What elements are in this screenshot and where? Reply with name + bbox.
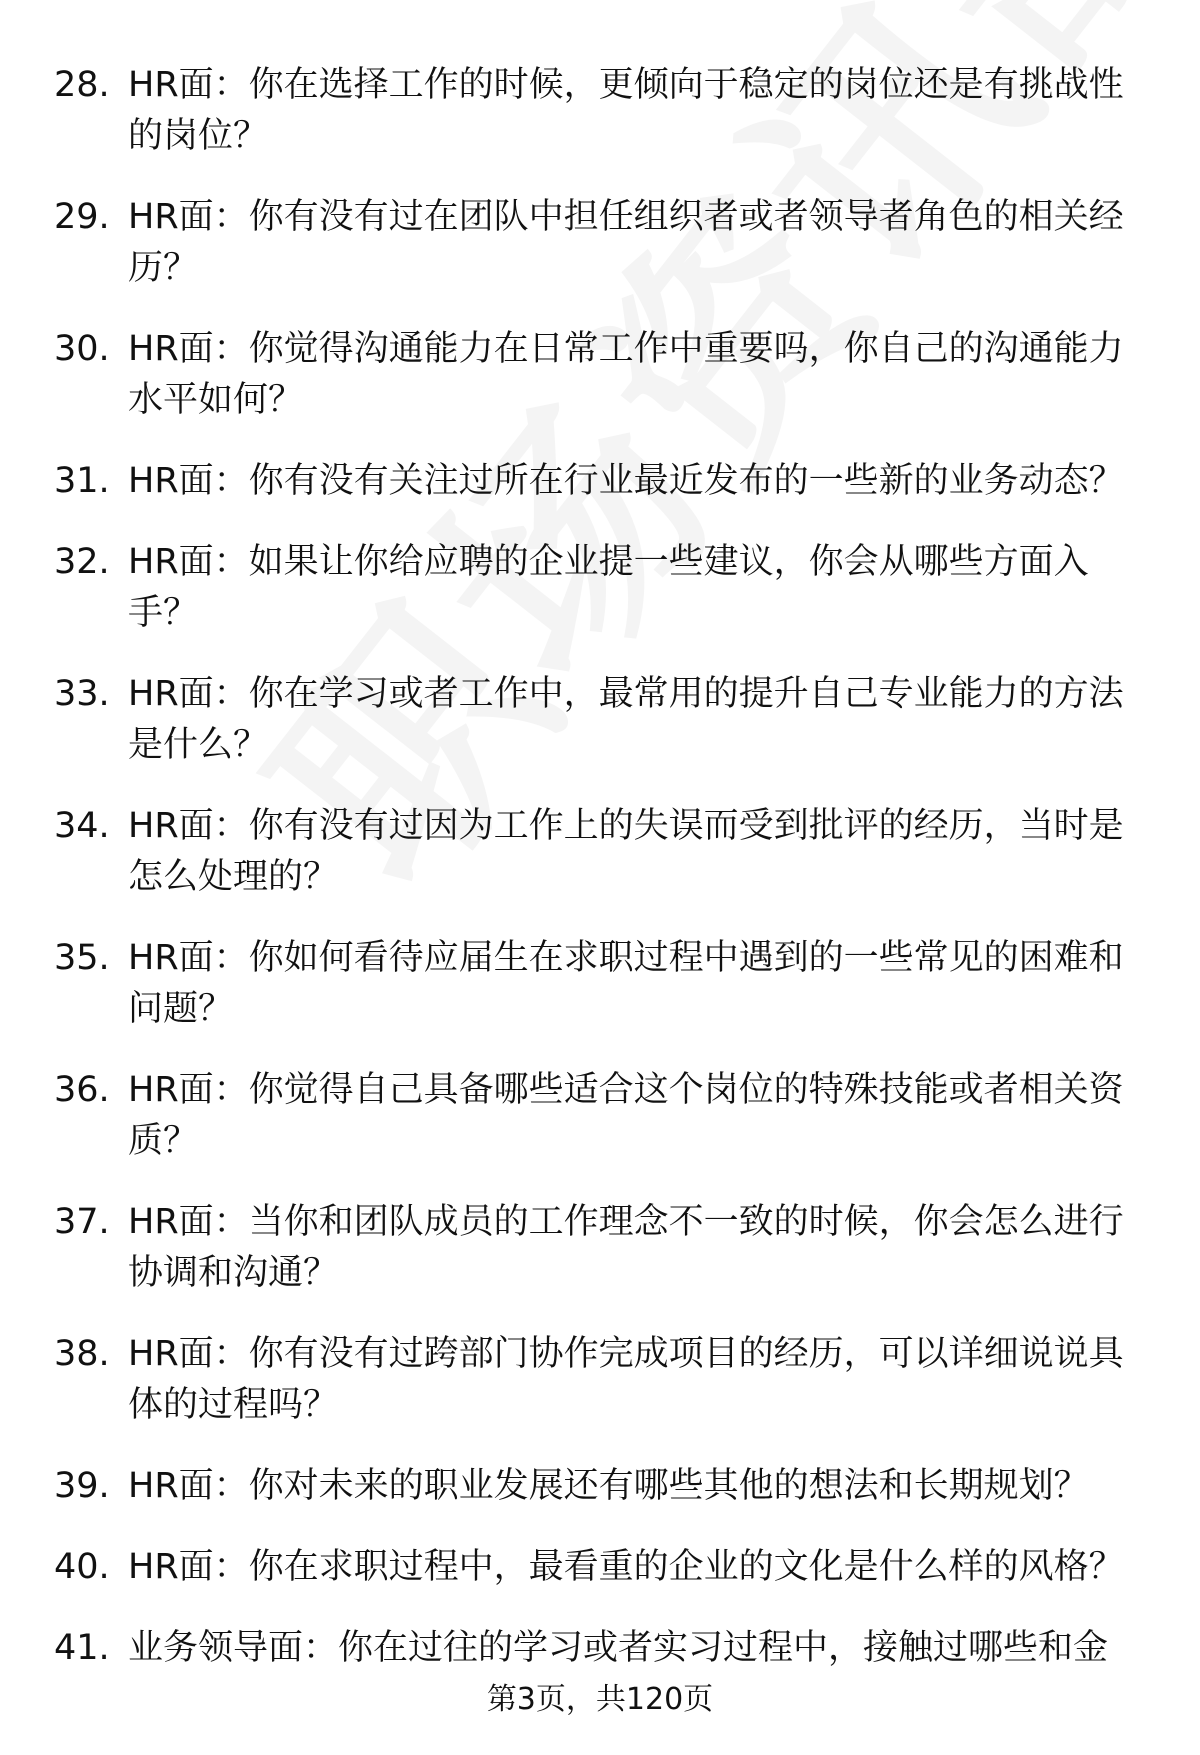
question-item-36 [54,1065,1154,1167]
question-item-28 [54,60,1154,162]
question-text: 业务领导面：你在过往的学习或者实习过程中，接触过哪些和金 [128,1628,1109,1668]
question-text: HR面：你在学习或者工作中，最常用的提升自己专业能力的方法是什么？ [128,674,1124,765]
question-number: 38. [54,1334,110,1374]
question-text: HR面：如果让你给应聘的企业提一些建议，你会从哪些方面入手？ [128,542,1089,633]
question-item-33 [54,669,1154,771]
question-number: 32. [54,542,110,582]
question-item-31 [54,456,1154,507]
question-number: 37. [54,1202,110,1242]
question-number: 30. [54,329,110,369]
question-text: HR面：你如何看待应届生在求职过程中遇到的一些常见的困难和问题？ [128,938,1124,1029]
question-number: 29. [54,197,110,237]
question-text: HR面：当你和团队成员的工作理念不一致的时候，你会怎么进行协调和沟通？ [128,1202,1124,1293]
question-text: HR面：你有没有过因为工作上的失误而受到批评的经历，当时是怎么处理的？ [128,806,1124,897]
question-item-39 [54,1461,1154,1512]
question-number: 34. [54,806,110,846]
question-item-38 [54,1329,1154,1431]
question-text: HR面：你觉得自己具备哪些适合这个岗位的特殊技能或者相关资质？ [128,1070,1124,1161]
question-item-34 [54,801,1154,903]
question-number: 39. [54,1466,110,1506]
page-footer-label: 第3页，共120页 [486,1682,714,1717]
question-text: HR面：你觉得沟通能力在日常工作中重要吗，你自己的沟通能力水平如何？ [128,329,1124,420]
question-text: HR面：你有没有关注过所在行业最近发布的一些新的业务动态？ [128,461,1124,501]
question-number: 28. [54,65,110,105]
question-number: 36. [54,1070,110,1110]
question-item-41 [54,1623,1154,1674]
question-number: 40. [54,1547,110,1587]
question-text: HR面：你在选择工作的时候，更倾向于稳定的岗位还是有挑战性的岗位？ [128,65,1124,156]
question-text: HR面：你对未来的职业发展还有哪些其他的想法和长期规划？ [128,1466,1089,1506]
question-item-32 [54,537,1154,639]
question-text: HR面：你有没有过跨部门协作完成项目的经历，可以详细说说具体的过程吗？ [128,1334,1124,1425]
question-item-30 [54,324,1154,426]
question-number: 35. [54,938,110,978]
question-item-29 [54,192,1154,294]
question-item-35 [54,933,1154,1035]
question-list [54,60,1154,1704]
question-number: 41. [54,1628,110,1668]
question-item-40 [54,1542,1154,1593]
question-number: 31. [54,461,110,501]
question-item-37 [54,1197,1154,1299]
question-text: HR面：你在求职过程中，最看重的企业的文化是什么样的风格？ [128,1547,1124,1587]
question-number: 33. [54,674,110,714]
question-text: HR面：你有没有过在团队中担任组织者或者领导者角色的相关经历？ [128,197,1124,288]
